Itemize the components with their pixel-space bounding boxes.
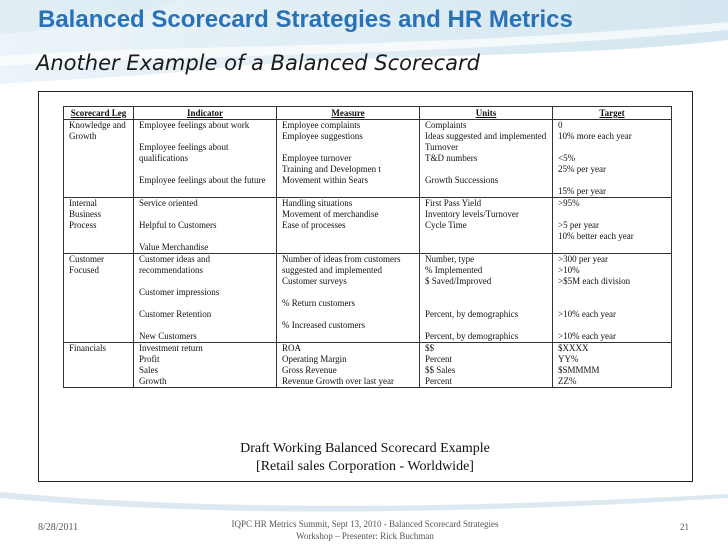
cell-line: Cycle Time — [425, 220, 467, 230]
table-header-row — [64, 107, 672, 120]
cell-line: First Pass Yield — [425, 198, 482, 208]
table-row — [64, 198, 672, 254]
header-units: Units — [420, 107, 553, 120]
scorecard-table — [63, 106, 672, 388]
cell-line — [558, 209, 666, 220]
cell-line: Movement of merchandise — [282, 209, 379, 219]
cell-leg: Knowledge and Growth — [64, 120, 134, 198]
cell-line: New Customers — [139, 331, 197, 341]
cell-line: % Implemented — [425, 265, 483, 275]
cell-line: $$ — [425, 343, 434, 353]
cell-line: Growth — [139, 376, 167, 386]
cell-measure — [277, 254, 420, 343]
cell-line — [139, 131, 271, 142]
cell-line: Percent, by demographics — [425, 331, 519, 341]
cell-indicator — [134, 254, 277, 343]
cell-line: Employee turnover — [282, 153, 352, 163]
cell-line — [425, 164, 547, 175]
header-target: Target — [553, 107, 672, 120]
footer-center-line2: Workshop – Presenter: Rick Buchman — [296, 531, 434, 541]
cell-leg: Financials — [64, 343, 134, 388]
cell-units — [420, 343, 553, 388]
cell-line: Growth Successions — [425, 175, 499, 185]
cell-line — [282, 309, 414, 320]
cell-measure — [277, 198, 420, 254]
table-row — [64, 120, 672, 198]
cell-units — [420, 120, 553, 198]
cell-line: Customer impressions — [139, 287, 220, 297]
cell-indicator — [134, 343, 277, 388]
header-scorecard-leg: Scorecard Leg — [64, 107, 134, 120]
cell-line: 0 — [558, 120, 563, 130]
slide-subtitle: Another Example of a Balanced Scorecard — [36, 51, 480, 75]
cell-line: Investment return — [139, 343, 203, 353]
cell-line: Turnover — [425, 142, 459, 152]
cell-line: Handling situations — [282, 198, 353, 208]
cell-line: >95% — [558, 198, 580, 208]
cell-line: 10% more each year — [558, 131, 632, 141]
cell-line: Ease of processes — [282, 220, 346, 230]
cell-line — [139, 164, 271, 175]
cell-target — [553, 120, 672, 198]
cell-line: >$5M each division — [558, 276, 631, 286]
cell-line: Employee complaints — [282, 120, 361, 130]
footer-page-number: 21 — [680, 522, 689, 532]
cell-line: Profit — [139, 354, 160, 364]
cell-leg: Internal Business Process — [64, 198, 134, 254]
cell-line: Complaints — [425, 120, 467, 130]
header-indicator: Indicator — [134, 107, 277, 120]
cell-line: Customer Retention — [139, 309, 212, 319]
cell-line: Service oriented — [139, 198, 198, 208]
cell-line: Number of ideas from customers suggested and implemented — [282, 254, 401, 275]
cell-line — [139, 298, 271, 309]
cell-measure — [277, 343, 420, 388]
cell-indicator — [134, 120, 277, 198]
cell-line — [282, 287, 414, 298]
cell-line: Customer ideas and recommendations — [139, 254, 210, 275]
cell-line: % Return customers — [282, 298, 355, 308]
cell-line — [558, 298, 666, 309]
cell-line: Sales — [139, 365, 158, 375]
cell-line: >10% each year — [558, 331, 617, 341]
cell-line: ZZ% — [558, 376, 577, 386]
cell-line — [425, 298, 547, 309]
cell-indicator — [134, 198, 277, 254]
header-measure: Measure — [277, 107, 420, 120]
cell-line: % Increased customers — [282, 320, 365, 330]
cell-line — [558, 287, 666, 298]
cell-units — [420, 198, 553, 254]
footer-date: 8/28/2011 — [38, 522, 79, 533]
cell-line: >10% — [558, 265, 580, 275]
cell-line: Helpful to Customers — [139, 220, 217, 230]
cell-line — [139, 209, 271, 220]
cell-line: T&D numbers — [425, 153, 478, 163]
table-row — [64, 254, 672, 343]
footer-center-line1: IQPC HR Metrics Summit, Sept 13, 2010 - Balanced Scorecard Strategies — [231, 519, 499, 529]
cell-line — [139, 320, 271, 331]
table-row — [64, 343, 672, 388]
caption-subtitle: [Retail sales Corporation - Worldwide] — [256, 459, 474, 474]
cell-line: $ Saved/Improved — [425, 276, 492, 286]
cell-line — [425, 320, 547, 331]
cell-line — [139, 276, 271, 287]
cell-line: >10% each year — [558, 309, 617, 319]
cell-line: 25% per year — [558, 164, 606, 174]
cell-line — [558, 142, 666, 153]
cell-line: Employee feelings about the future — [139, 175, 266, 185]
cell-line: Percent, by demographics — [425, 309, 519, 319]
cell-line: Revenue Growth over last year — [282, 376, 394, 386]
cell-line: Value Merchandise — [139, 242, 209, 252]
cell-line: Movement within Sears — [282, 175, 368, 185]
cell-measure — [277, 120, 420, 198]
cell-line — [558, 320, 666, 331]
cell-line — [558, 175, 666, 186]
cell-line: 10% better each year — [558, 231, 634, 241]
cell-target — [553, 343, 672, 388]
cell-line: YY% — [558, 354, 579, 364]
cell-line: 15% per year — [558, 186, 606, 196]
cell-line: Employee feelings about qualifications — [139, 142, 229, 163]
cell-target — [553, 198, 672, 254]
caption-title: Draft Working Balanced Scorecard Example — [240, 441, 490, 456]
cell-line: Training and Developmen t — [282, 164, 381, 174]
cell-line — [139, 231, 271, 242]
cell-line: $XXXX — [558, 343, 589, 353]
cell-line: Percent — [425, 354, 452, 364]
cell-line: Customer surveys — [282, 276, 347, 286]
cell-line: Inventory levels/Turnover — [425, 209, 519, 219]
footer-center — [190, 518, 540, 542]
cell-line: >300 per year — [558, 254, 609, 264]
cell-line — [282, 142, 414, 153]
cell-line: >5 per year — [558, 220, 600, 230]
cell-line: Gross Revenue — [282, 365, 337, 375]
cell-line: Operating Margin — [282, 354, 347, 364]
slide-title: Balanced Scorecard Strategies and HR Metrics — [38, 6, 573, 33]
cell-line: $SMMMM — [558, 365, 600, 375]
cell-line: ROA — [282, 343, 302, 353]
cell-line — [425, 287, 547, 298]
cell-line: Percent — [425, 376, 452, 386]
cell-line: Employee suggestions — [282, 131, 363, 141]
cell-line: Employee feelings about work — [139, 120, 250, 130]
cell-leg: Customer Focused — [64, 254, 134, 343]
cell-line: Number, type — [425, 254, 475, 264]
cell-line: Ideas suggested and implemented — [425, 131, 547, 141]
cell-line: $$ Sales — [425, 365, 456, 375]
cell-units — [420, 254, 553, 343]
cell-line: <5% — [558, 153, 576, 163]
cell-target — [553, 254, 672, 343]
